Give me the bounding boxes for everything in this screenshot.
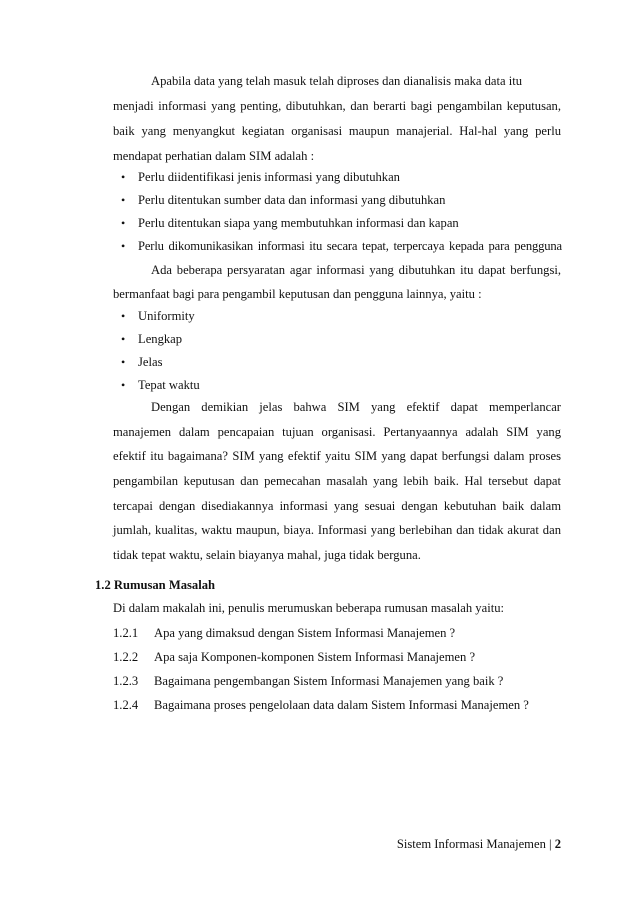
- paragraph-line: Apabila data yang telah masuk telah diproses dan dianalisis maka data itu: [151, 74, 523, 88]
- bullet-icon: •: [121, 332, 126, 346]
- list-item: Apa saja Komponen-komponen Sistem Informasi Manajemen ?: [154, 650, 476, 664]
- bullet-icon: •: [121, 378, 126, 392]
- paragraph-line: baik yang menyangkut kegiatan organisasi maupun manajerial. Hal-hal yang perlu: [113, 124, 561, 138]
- list-item: Bagaimana pengembangan Sistem Informasi Manajemen yang baik ?: [154, 674, 504, 688]
- paragraph-line: tercapai dengan disediakannya informasi yang sesuai dengan kebutuhan baik dalam: [113, 499, 561, 513]
- bullet-icon: •: [121, 170, 126, 184]
- section-intro: Di dalam makalah ini, penulis merumuskan beberapa rumusan masalah yaitu:: [113, 601, 504, 615]
- paragraph-line: manajemen dalam pencapaian tujuan organisasi. Pertanyaannya adalah SIM yang: [113, 425, 561, 439]
- paragraph-line: pengambilan keputusan dan pemecahan masalah yang lebih baik. Hal tersebut dapat: [113, 474, 561, 488]
- bullet-item: Perlu diidentifikasi jenis informasi yang dibutuhkan: [138, 170, 400, 184]
- page-footer: [397, 836, 561, 852]
- paragraph-line: Dengan demikian jelas bahwa SIM yang efektif dapat memperlancar: [151, 400, 561, 414]
- bullet-item: Lengkap: [138, 332, 183, 346]
- footer-title: Sistem Informasi Manajemen |: [396, 837, 552, 851]
- list-item: Apa yang dimaksud dengan Sistem Informasi Manajemen ?: [154, 626, 456, 640]
- bullet-icon: •: [121, 355, 126, 369]
- bullet-item: Uniformity: [138, 309, 195, 323]
- bullet-item: Perlu ditentukan siapa yang membutuhkan informasi dan kapan: [138, 216, 459, 230]
- bullet-item: Perlu dikomunikasikan informasi itu secara tepat, terpercaya kepada para pengguna: [138, 239, 562, 253]
- list-item: Bagaimana proses pengelolaan data dalam Sistem Informasi Manajemen ?: [154, 698, 529, 712]
- paragraph-line: jumlah, kualitas, waktu maupun, biaya. Informasi yang berlebihan dan tidak akurat dan: [113, 523, 561, 537]
- paragraph-line: mendapat perhatian dalam SIM adalah :: [113, 149, 315, 163]
- bullet-icon: •: [121, 239, 126, 253]
- paragraph-line: tidak tepat waktu, selain biayanya mahal, juga tidak berguna.: [113, 548, 421, 562]
- list-number: 1.2.3: [113, 674, 139, 688]
- page-number: 2: [554, 837, 561, 851]
- bullet-item: Tepat waktu: [138, 378, 200, 392]
- list-number: 1.2.2: [113, 650, 139, 664]
- paragraph-line: menjadi informasi yang penting, dibutuhkan, dan berarti bagi pengambilan keputusan,: [113, 99, 561, 113]
- bullet-icon: •: [121, 193, 126, 207]
- bullet-icon: •: [121, 309, 126, 323]
- paragraph-line: efektif itu bagaimana? SIM yang efektif yaitu SIM yang dapat berfungsi dalam proses: [113, 449, 561, 463]
- list-number: 1.2.4: [113, 698, 139, 712]
- section-heading: 1.2 Rumusan Masalah: [95, 578, 216, 592]
- bullet-item: Perlu ditentukan sumber data dan informasi yang dibutuhkan: [138, 193, 446, 207]
- list-number: 1.2.1: [113, 626, 139, 640]
- bullet-icon: •: [121, 216, 126, 230]
- paragraph-line: bermanfaat bagi para pengambil keputusan dan pengguna lainnya, yaitu :: [113, 287, 482, 301]
- bullet-item: Jelas: [138, 355, 163, 369]
- paragraph-line: Ada beberapa persyaratan agar informasi yang dibutuhkan itu dapat berfungsi,: [151, 263, 561, 277]
